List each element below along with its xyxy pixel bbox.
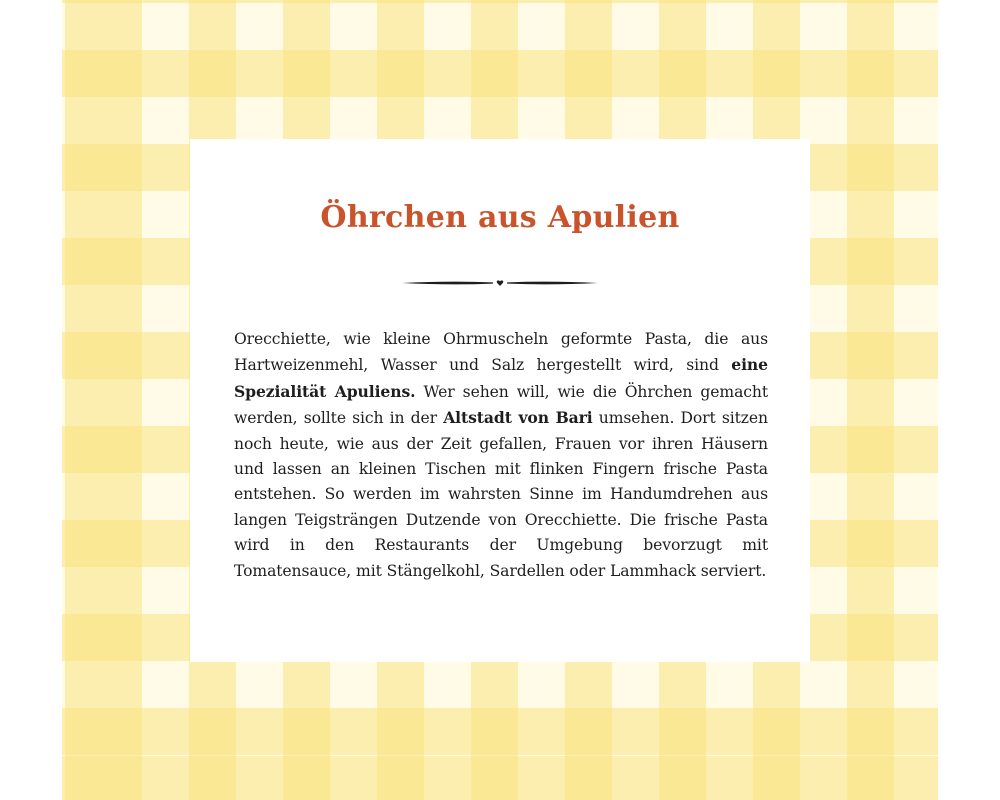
body-paragraph	[234, 327, 768, 584]
paragraph-segment-bold: Altstadt von Bari	[443, 408, 593, 428]
paragraph-segment: Wer sehen will, wie die Öhrchen gemacht werden, sollte sich in der	[234, 382, 769, 428]
paragraph-segment: Orecchiette, wie kleine Ohrmuscheln geformte Pasta, die aus Hartweizenmehl, Wasser und Salz hergestellt wird, sind	[234, 330, 768, 375]
paragraph-segment: umsehen. Dort sitzen noch heute, wie aus der Zeit gefallen, Frauen vor ihren Häusern und lassen an kleinen Tischen mit flinken Fingern frische Pasta entstehen. So werden im wahrsten Sinne im Handumdrehen aus langen Teigsträngen Dutzende von Orecchiette. Die frische Pasta wird in den Restaurants der Umgebung bevorzugt mit Tomatensauce, mit Stängelkohl, Sardellen oder Lammhack serviert.	[234, 409, 768, 580]
paragraph-segment-bold: eine Spezialität Apuliens.	[234, 355, 768, 401]
heart-divider-ornament	[400, 276, 600, 290]
page-title: Öhrchen aus Apulien	[320, 200, 680, 235]
